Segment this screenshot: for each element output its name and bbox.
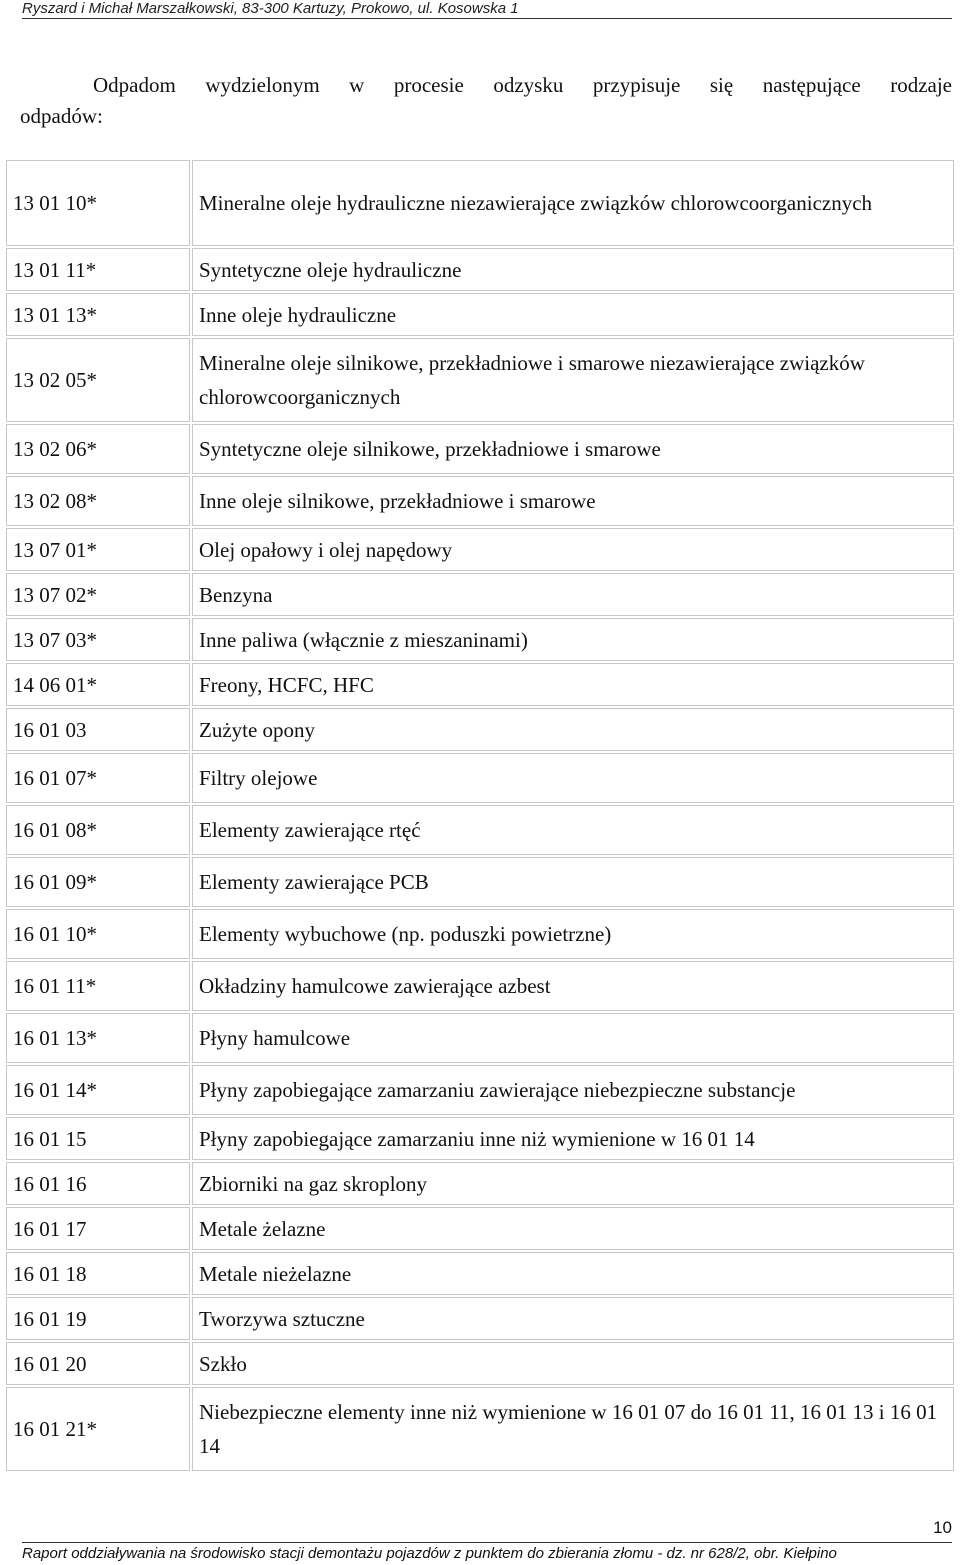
table-row: [6, 1207, 954, 1250]
table-row: [6, 1162, 954, 1205]
waste-description: Szkło: [192, 1342, 954, 1385]
table-row: [6, 1117, 954, 1160]
table-row: [6, 1387, 954, 1471]
table-row: [6, 857, 954, 907]
waste-code-table: [4, 158, 956, 1473]
waste-description: Zbiorniki na gaz skroplony: [192, 1162, 954, 1205]
waste-code: 13 02 06*: [6, 424, 190, 474]
waste-description: Syntetyczne oleje silnikowe, przekładniowe i smarowe: [192, 424, 954, 474]
waste-description: Metale nieżelazne: [192, 1252, 954, 1295]
table-row: [6, 708, 954, 751]
table-row: [6, 1065, 954, 1115]
waste-code: 13 01 13*: [6, 293, 190, 336]
waste-code: 16 01 09*: [6, 857, 190, 907]
waste-description: Inne oleje hydrauliczne: [192, 293, 954, 336]
waste-code: 16 01 10*: [6, 909, 190, 959]
waste-code: 16 01 17: [6, 1207, 190, 1250]
waste-code: 16 01 07*: [6, 753, 190, 803]
waste-code: 13 01 10*: [6, 160, 190, 246]
waste-description: Okładziny hamulcowe zawierające azbest: [192, 961, 954, 1011]
waste-code: 13 07 03*: [6, 618, 190, 661]
waste-description: Płyny zapobiegające zamarzaniu zawierające niebezpieczne substancje: [192, 1065, 954, 1115]
intro-line-2: odpadów:: [20, 104, 103, 128]
waste-description: Freony, HCFC, HFC: [192, 663, 954, 706]
waste-code: 13 02 08*: [6, 476, 190, 526]
waste-description: Syntetyczne oleje hydrauliczne: [192, 248, 954, 291]
table-row: [6, 1013, 954, 1063]
waste-code: 16 01 16: [6, 1162, 190, 1205]
waste-code: 13 07 01*: [6, 528, 190, 571]
table-row: [6, 1297, 954, 1340]
waste-description: Filtry olejowe: [192, 753, 954, 803]
waste-description: Niebezpieczne elementy inne niż wymienione w 16 01 07 do 16 01 11, 16 01 13 i 16 01 14: [192, 1387, 954, 1471]
table-row: [6, 1342, 954, 1385]
waste-description: Metale żelazne: [192, 1207, 954, 1250]
table-row: [6, 528, 954, 571]
waste-description: Elementy zawierające rtęć: [192, 805, 954, 855]
waste-code: 16 01 21*: [6, 1387, 190, 1471]
table-row: [6, 338, 954, 422]
waste-code: 14 06 01*: [6, 663, 190, 706]
waste-code: 16 01 14*: [6, 1065, 190, 1115]
table-row: [6, 753, 954, 803]
waste-code: 16 01 11*: [6, 961, 190, 1011]
waste-code: 16 01 19: [6, 1297, 190, 1340]
waste-description: Inne paliwa (włącznie z mieszaninami): [192, 618, 954, 661]
waste-code: 13 01 11*: [6, 248, 190, 291]
waste-description: Inne oleje silnikowe, przekładniowe i smarowe: [192, 476, 954, 526]
table-row: [6, 476, 954, 526]
table-row: [6, 663, 954, 706]
waste-code: 13 02 05*: [6, 338, 190, 422]
waste-code: 16 01 20: [6, 1342, 190, 1385]
waste-description: Płyny zapobiegające zamarzaniu inne niż wymienione w 16 01 14: [192, 1117, 954, 1160]
page-header: Ryszard i Michał Marszałkowski, 83-300 Kartuzy, Prokowo, ul. Kosowska 1: [22, 0, 952, 19]
waste-description: Płyny hamulcowe: [192, 1013, 954, 1063]
table-row: [6, 293, 954, 336]
waste-description: Tworzywa sztuczne: [192, 1297, 954, 1340]
waste-code: 16 01 13*: [6, 1013, 190, 1063]
waste-description: Mineralne oleje silnikowe, przekładniowe i smarowe niezawierające związków chlorowcoorganicznych: [192, 338, 954, 422]
waste-code: 13 07 02*: [6, 573, 190, 616]
waste-description: Elementy zawierające PCB: [192, 857, 954, 907]
intro-line-1: Odpadom wydzielonym w procesie odzysku przypisuje się następujące rodzaje: [93, 73, 952, 97]
table-row: [6, 424, 954, 474]
waste-description: Olej opałowy i olej napędowy: [192, 528, 954, 571]
page-footer: Raport oddziaływania na środowisko stacji demontażu pojazdów z punktem do zbierania złomu - dz. nr 628/2, obr. Kiełpino: [22, 1542, 952, 1565]
waste-description: Zużyte opony: [192, 708, 954, 751]
waste-code: 16 01 08*: [6, 805, 190, 855]
waste-description: Mineralne oleje hydrauliczne niezawierające związków chlorowcoorganicznych: [192, 160, 954, 246]
table-row: [6, 1252, 954, 1295]
table-row: [6, 805, 954, 855]
page-number: 10: [933, 1518, 952, 1537]
table-row: [6, 248, 954, 291]
table-row: [6, 573, 954, 616]
waste-code: 16 01 18: [6, 1252, 190, 1295]
table-row: [6, 961, 954, 1011]
waste-description: Benzyna: [192, 573, 954, 616]
waste-code: 16 01 15: [6, 1117, 190, 1160]
table-row: [6, 160, 954, 246]
table-row: [6, 909, 954, 959]
waste-description: Elementy wybuchowe (np. poduszki powietrzne): [192, 909, 954, 959]
intro-paragraph: [20, 70, 952, 132]
table-row: [6, 618, 954, 661]
waste-code: 16 01 03: [6, 708, 190, 751]
